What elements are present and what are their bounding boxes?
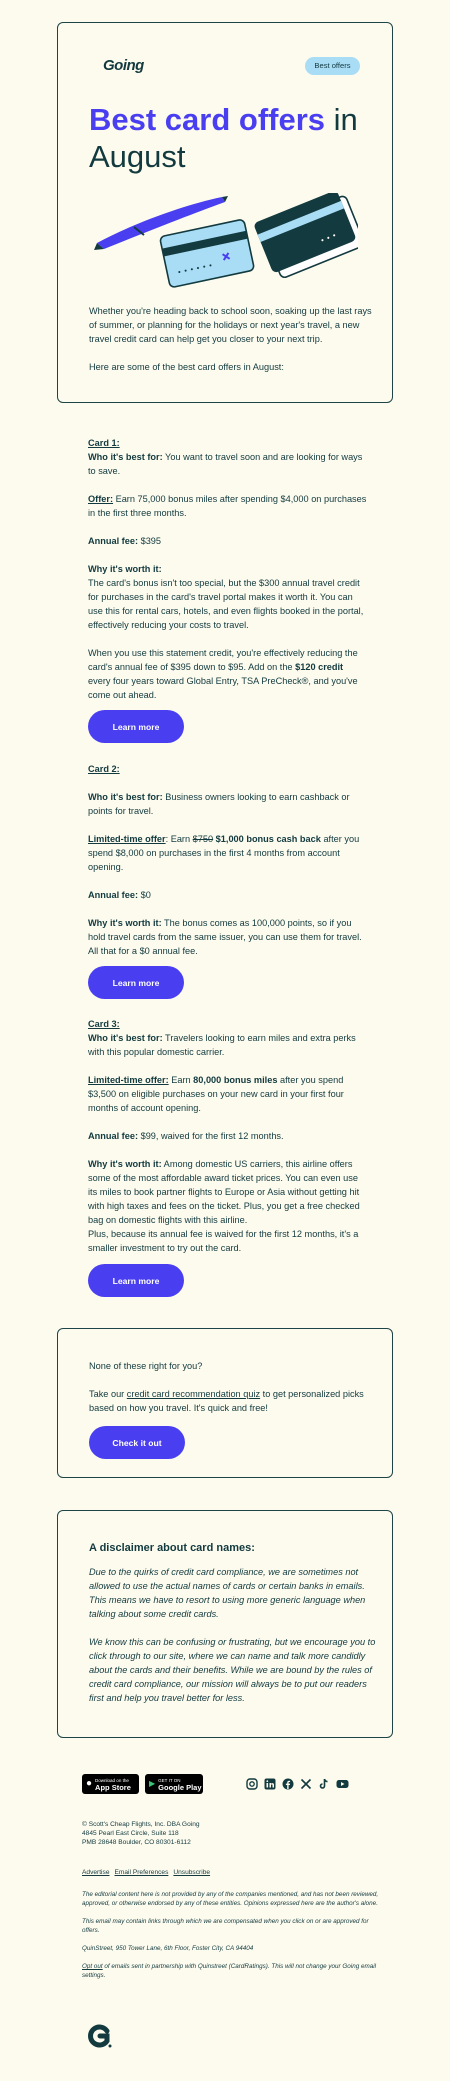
card-2-learn-more-button[interactable]: Learn more bbox=[88, 966, 184, 999]
footer-legal: The editorial content here is not provided by any of the companies mentioned, and has not been reviewed, approved, or otherwise endorsed by any of these entities. Opinions expressed here are the author's alone. This email may contain links through which we are compensated when you click on or are approved for offers. QuinStreet, 950 Tower Lane, 6th Floor, Foster City, CA 94404 Opt out of emails sent in partnership with Quinstreet (CardRatings). This will not change your Going email settings. bbox=[82, 1891, 379, 1979]
instagram-icon[interactable] bbox=[246, 1778, 258, 1790]
x-icon[interactable] bbox=[300, 1778, 312, 1790]
going-logo-mark-icon[interactable] bbox=[85, 2022, 113, 2050]
check-it-out-button[interactable]: Check it out bbox=[89, 1426, 185, 1459]
quiz-link[interactable]: credit card recommendation quiz bbox=[126, 1389, 261, 1399]
intro-text: Whether you're heading back to school soon, soaking up the last rays of summer, or planning for the holidays or next year's travel, a new travel credit card can help get you closer to your next trip. Here are some of the best card offers in August: bbox=[89, 306, 372, 372]
app-store-badge[interactable]: ● Download on the App Store bbox=[82, 1774, 139, 1794]
disclaimer-title: A disclaimer about card names: bbox=[89, 1542, 255, 1554]
linkedin-icon[interactable] bbox=[264, 1778, 276, 1790]
card-3-section: Card 3: Who it's best for: Travelers looking to earn miles and extra perks with this popular domestic carrier. Limited-time offer: Earn 80,000 bonus miles after you spend $3,500 on eligible purchases on your new card in your first four months of account opening. Annual fee: $99, waived for the first 12 months. Why it's worth it: Among domestic US carriers, this airline offers some of the most affordable award ticket prices. You can even use its miles to book partner flights to Europe or Asia without getting hit with high taxes and fees on the ticket. Plus, you get a free checked bag on domestic flights with this airline. Plus, because its annual fee is waived for the first 12 months, it's a smaller investment to try out the card. bbox=[88, 1019, 360, 1253]
apple-icon: ● bbox=[86, 1778, 93, 1789]
card-3-learn-more-button[interactable]: Learn more bbox=[88, 1264, 184, 1297]
footer-address: © Scott's Cheap Flights, Inc. DBA Going 4845 Pearl East Circle, Suite 118 PMB 28648 Boulder, CO 80301-6112 bbox=[82, 1821, 200, 1846]
logo-text: Going bbox=[103, 57, 144, 74]
card-blue-icon bbox=[160, 219, 255, 288]
google-play-badge[interactable]: ▶ GET IT ON Google Play bbox=[145, 1774, 203, 1794]
card-2-title: Card 2: bbox=[88, 764, 120, 774]
footer-links bbox=[82, 1866, 210, 1880]
facebook-icon[interactable] bbox=[282, 1778, 294, 1790]
svg-text:• • • • • •: • • • • • • bbox=[176, 261, 214, 277]
best-offers-badge: Best offers bbox=[305, 57, 360, 75]
card-1-section: Card 1: Who it's best for: You want to travel soon and are looking for ways to save. Offer: Earn 75,000 bonus miles after spending $4,000 on purchases in the first three months. Annual fee: $395 Why it's worth it: The card's bonus isn't too special, but the $300 annual travel credit for purchases in the card's travel portal makes it worth it. You can use this for rental cars, hotels, and even flights booked in the portal, effectively reducing your costs to travel. When you use this statement credit, you're effectively reducing the card's annual fee of $395 down to $95. Add on the $120 credit every four years toward Global Entry, TSA PreCheck®, and you've come out ahead. bbox=[88, 438, 367, 700]
page-title: Best card offers in August bbox=[89, 102, 358, 174]
card-3-title: Card 3: bbox=[88, 1019, 120, 1029]
svg-text:• • •: • • • bbox=[319, 231, 338, 246]
headline-highlight: Best card offers bbox=[89, 102, 326, 137]
going-logo[interactable] bbox=[93, 59, 144, 73]
opt-out-link[interactable]: Opt out bbox=[82, 1963, 103, 1970]
advertise-link[interactable]: Advertise bbox=[82, 1869, 110, 1876]
card-1-title: Card 1: bbox=[88, 438, 120, 448]
email-preferences-link[interactable]: Email Preferences bbox=[114, 1869, 169, 1876]
play-icon: ▶ bbox=[149, 1779, 156, 1788]
card-dark-icon bbox=[253, 193, 358, 281]
social-icons bbox=[246, 1778, 349, 1790]
quiz-card: None of these right for you? Take our credit card recommendation quiz to get personalized picks based on how you travel. It's quick and free! Check it out bbox=[57, 1328, 393, 1478]
card-2-section: Card 2: Who it's best for: Business owners looking to earn cashback or points for travel. Limited-time offer: Earn $750 $1,000 bonus cash back after you spend $8,000 on purchases in the first 4 months from account opening. Annual fee: $0 Why it's worth it: The bonus comes as 100,000 points, so if you hold travel cards from the same issuer, you can use them for travel. All that for a $0 annual fee. bbox=[88, 764, 362, 956]
disclaimer-card: A disclaimer about card names: Due to the quirks of credit card compliance, we are sometimes not allowed to use the actual names of cards or certain banks in emails. This means we have to resort to using more generic language when talking about some credit cards. We know this can be confusing or frustrating, but we encourage you to click through to our site, where we can name and talk more candidly about the cards and their benefits. While we are bound by the rules of credit card compliance, our mission will always be to put our readers first and help you travel better for less. bbox=[57, 1510, 393, 1738]
tiktok-icon[interactable] bbox=[318, 1778, 330, 1790]
header-card bbox=[57, 22, 393, 403]
credit-cards-illustration bbox=[94, 193, 358, 303]
unsubscribe-link[interactable]: Unsubscribe bbox=[173, 1869, 211, 1876]
quiz-question: None of these right for you? bbox=[89, 1361, 203, 1371]
youtube-icon[interactable] bbox=[336, 1778, 349, 1790]
card-1-learn-more-button[interactable]: Learn more bbox=[88, 710, 184, 743]
